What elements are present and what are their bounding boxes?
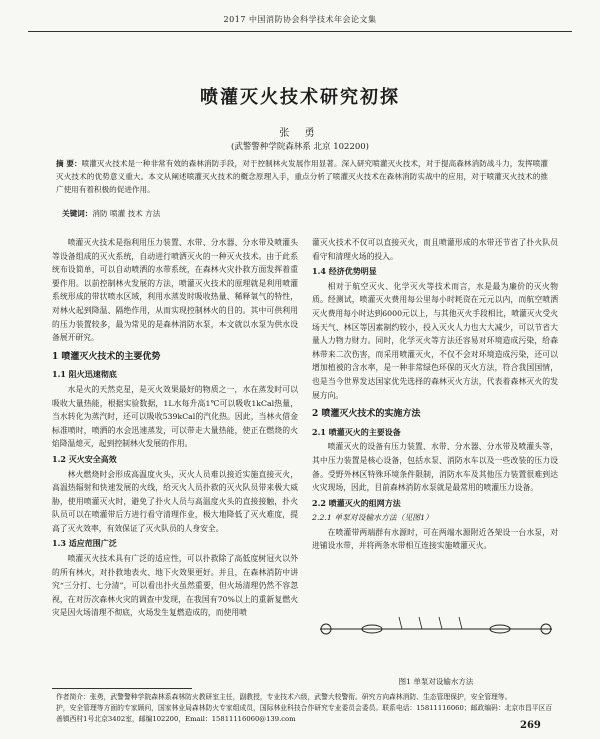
section-heading: 2.2.1 单泵对设输水方法（见图1） — [312, 513, 433, 523]
keywords-label: 关键词： — [62, 209, 93, 218]
abstract — [56, 157, 548, 196]
running-header: 2017 中国消防协会科学技术年会论文集 — [223, 15, 377, 24]
keywords-text: 消防 喷灌 技术 方法 — [92, 209, 161, 218]
paragraph: 在喷灌带两端群有水源时，可在两端水源附近各架设一台水泵，对进铺设水带，并将两条水带相互连接实施喷灌灭火。 — [312, 527, 558, 551]
right-column — [312, 236, 558, 553]
paragraph: 相对于航空灭火、化学灭火等技术而言，水是最为廉价的灭火物质。经测试，喷灌灭火费用每公里每小时耗资在元元以内，而航空喷洒灭火费用每小时达到6000元以上，与其他灭火手段相比，喷灌灭火受火场天气、林区等因素制约较小，投入灭火人力也大大减少，可以节省大量人力物力财力。同时，化学灭火等方法还容易对环境造成污染，给森林带来二次伤害，而采用喷灌灭火，不仅不会对环境造成污染，还可以增加植被的含水率，是一种非常绿色环保的灭火方法，符合我国国情，也是当今世界发达国家优先选择的森林灭火方法，代表着森林灭火的发展方向。 — [312, 281, 558, 400]
section-heading: 2 喷灌灭火技术的实施方法 — [312, 409, 421, 420]
section-heading: 1.3 适应范围广泛 — [52, 538, 117, 549]
keywords — [62, 208, 542, 219]
paragraph: 林火燃烧时会形成高温度火头，灭火人员难以接近实施直接灭火，高温热辐射和快速发展的火线，给灭火人员扑救的灭火队员带来极大威胁，使用喷灌灭火时，避免了扑火人员与高温度火头的直接接触，扑火队员可以在喷灌带后方进行看守清理作业，极大地降低了灭火难度，提高了灭火效率，有效保证了灭火队员的人身安全。 — [52, 469, 298, 533]
paper-title: 喷灌灭火技术研究初探 — [200, 87, 400, 108]
section-heading: 1.2 灭火安全高效 — [52, 453, 117, 464]
paragraph: 喷灌灭火技术是指利用压力装置、水带、分水器、分水带及喷灌头等设备组成的灭火系统，自动进行喷洒灭火的一种灭火技术。由于此系统布设简单，可以自动喷洒的水带系统，在森林火灾扑救方面发挥着重要作用。以前控制林火发展的方法，喷灌灭火技术的原理就是利用喷灌系统形成的带状喷水区域，利用水蒸发时吸收热量、稀释氧气的特性，对林火起到降温、隔绝作用，从而实现控制林火的目的。其中可供利用的压力装置较多，最为常见的是森林消防水泵，本文就以水泵为供水设备展开研究。 — [52, 238, 298, 343]
footnote-line-1: 作者简介：张勇，武警警种学院森林系森林防火教研室主任，副教授，专业技术六级，武警大校警衔。研究方向森林消防、生态管理保护，安全管理等。 — [56, 693, 512, 701]
author-affiliation: (武警警种学院森林系 北京 102200) — [231, 142, 369, 152]
footnote-rule — [52, 688, 192, 689]
section-heading: 1 喷灌灭火技术的主要优势 — [52, 351, 161, 362]
paragraph: 喷灌灭火技术具有广泛的适应性，可以扑救除了高低度树冠火以外的所有林火，对扑救地表火、地下火效果更好。并且，在森林消防中讲究“三分打、七分清”，可以看出扑火虽然重要，但火场清理仍然不容忽视，在对历次森林火灾的调查中发现，在我国有70%以上的重新复燃火灾是因火场清理不彻底，火场发生复燃造成的，而使用喷 — [52, 554, 298, 618]
paragraph: 灌灭火技术不仅可以直接灭火，而且喷灌形成的水带还节省了扑火队员看守和清理火场的投入。 — [312, 238, 558, 261]
paragraph: 水是火的天然克星，是灭火效果最好的物质之一，水在蒸发时可以吸收大量热能，根据实验数据，1L水每升高1℃可以吸收1kCal热量，当水转化为蒸汽时，还可以吸收539kCal的汽化热。因此，当林火借金标准喷时，喷洒的水会迅速蒸发，可以带走大量热能，使正在燃烧的火焰降温熄灭，起到控制林火发展的作用。 — [52, 384, 298, 449]
section-heading: 1.1 阻火迅速彻底 — [52, 369, 117, 380]
left-column — [52, 236, 298, 620]
sprinkler-heads-icon — [399, 617, 462, 629]
author-name: 张 勇 — [279, 128, 321, 139]
figure-single-pump-diagram — [312, 585, 560, 665]
footnote-line-2: 护，安全管理等方面的专家顾问，国家林业局森林防火专家组成员，国际林业科技合作研究专业委员会委员。联系电话：15811116060；邮政编码：北京市昌平区百善镇西村1号北京3402室，邮编102200，Email：15811116060@139.com — [56, 704, 553, 723]
section-heading: 2.2 喷灌灭火的组网方法 — [312, 497, 401, 508]
header-rule — [28, 31, 572, 32]
paragraph: 喷灌灭火的设备有压力装置、水带、分水器、分水带及喷灌头等，其中压力装置是核心设备，包括水泵、消防水车以及一些改装的压力设备。受野外林区特殊环境条件限制，消防水车及其他压力装置很难到达火灾现场，因此，目前森林消防水泵就是最常用的喷灌压力设备。 — [312, 442, 558, 493]
section-heading: 2.1 喷灌灭火的主要设备 — [312, 426, 401, 437]
abstract-label: 摘 要： — [56, 159, 82, 168]
abstract-text: 喷灌灭火技术是一种非常有效的森林消防手段，对于控制林火发展作用显著。深入研究喷灌灭火技术，对于提高森林消防战斗力，发挥喷灌灭火技术的优势意义重大。本文从阐述喷灌灭火技术的概念原理入手，重点分析了喷灌灭火技术在森林消防实战中的应用，对于喷灌灭火技术的推广使用有着积极的促进作用。 — [56, 159, 548, 194]
author-footnote — [56, 692, 556, 725]
figure-caption: 图1 单泵对设输水方法 — [398, 677, 474, 686]
section-heading: 1.4 经济优势明显 — [312, 266, 377, 277]
page-number: 269 — [520, 720, 541, 731]
